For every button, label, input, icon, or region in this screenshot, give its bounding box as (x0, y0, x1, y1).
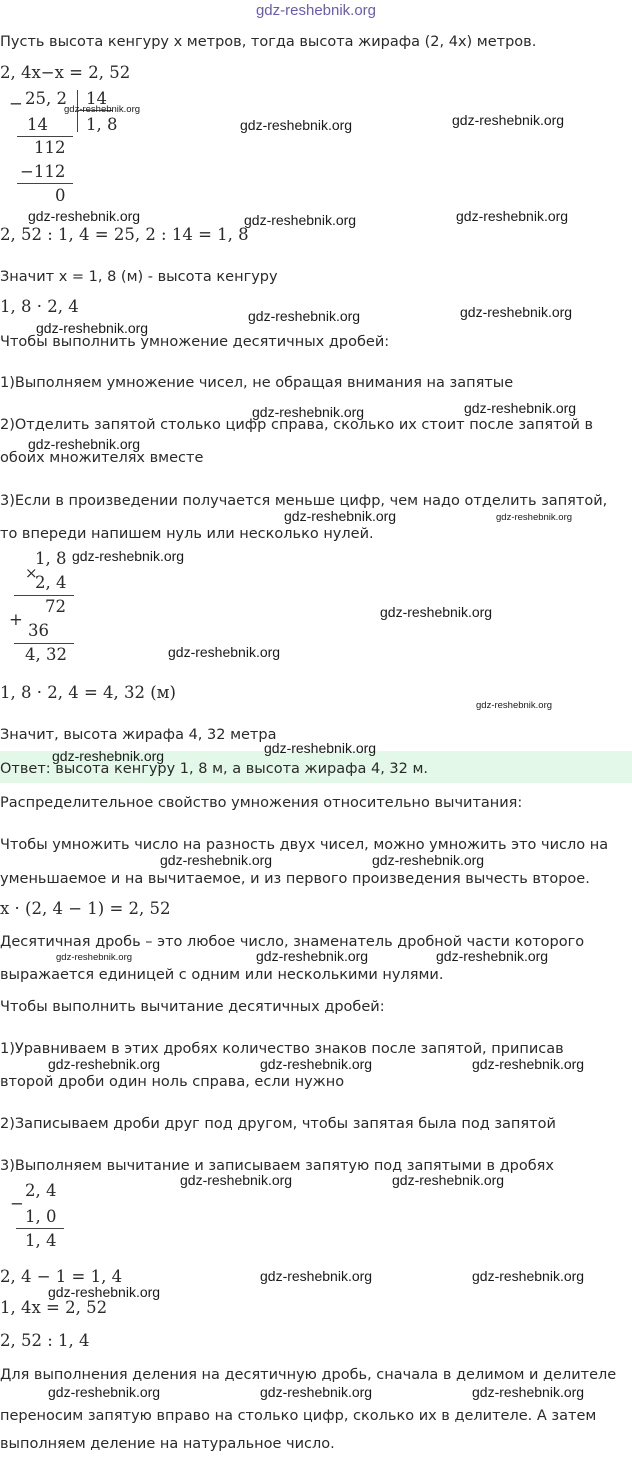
subtraction-result: 2, 4 − 1 = 1, 4 (0, 1267, 123, 1286)
decimal-definition-a: Десятичная дробь – это любое число, знаменатель дробной части которого (0, 934, 585, 950)
division-result: 2, 52 : 1, 4 = 25, 2 : 14 = 1, 8 (0, 225, 249, 244)
sub-bottom-number: 1, 0 (25, 1207, 57, 1226)
rule-divide-a: Для выполнения деления на десятичную дробь, сначала в делимом и делителе (0, 1367, 617, 1383)
decimal-definition-b: выражается единицей с одним или несколькими нулями. (0, 967, 444, 983)
watermark: gdz-reshebnik.org (476, 700, 553, 711)
mult-plus-sign: + (9, 610, 23, 629)
watermark: gdz-reshebnik.org (472, 1268, 585, 1284)
watermark: gdz-reshebnik.org (28, 208, 141, 224)
rule-subtract-step3: 3)Выполняем вычитание и записываем запятую под запятыми в дробях (0, 1158, 554, 1174)
rule-multiply-heading: Чтобы выполнить умножение десятичных дробей: (0, 334, 390, 350)
watermark: gdz-reshebnik.org (48, 1284, 161, 1300)
rule-subtract-step1b: второй дроби один ноль справа, если нужно (0, 1074, 345, 1090)
mult-partial-2: 36 (28, 621, 49, 640)
rule-multiply-step3a: 3)Если в произведении получается меньше цифр, чем надо отделить запятой, (0, 493, 608, 509)
watermark: gdz-reshebnik.org (48, 1384, 161, 1400)
intro-text: Пусть высота кенгуру x метров, тогда высота жирафа (2, 4x) метров. (0, 34, 537, 50)
division-expression: 2, 52 : 1, 4 (0, 1331, 90, 1350)
site-header-link[interactable]: gdz-reshebnik.org (255, 2, 377, 19)
watermark: gdz-reshebnik.org (252, 404, 365, 420)
sub-line (16, 1228, 64, 1229)
kangaroo-height-text: Значит x = 1, 8 (м) - высота кенгуру (0, 269, 278, 285)
watermark: gdz-reshebnik.org (460, 304, 573, 320)
equation-main: 2, 4x−x = 2, 52 (0, 63, 131, 82)
watermark: gdz-reshebnik.org (168, 644, 281, 660)
watermark: gdz-reshebnik.org (436, 948, 549, 964)
mult-partial-1: 72 (45, 597, 66, 616)
watermark: gdz-reshebnik.org (472, 1056, 585, 1072)
watermark: gdz-reshebnik.org (244, 212, 357, 228)
watermark: gdz-reshebnik.org (284, 508, 397, 524)
watermark: gdz-reshebnik.org (180, 1172, 293, 1188)
watermark: gdz-reshebnik.org (260, 1056, 373, 1072)
sub-top-number: 2, 4 (25, 1181, 57, 1200)
mult-line-1 (14, 595, 74, 596)
watermark: gdz-reshebnik.org (452, 112, 565, 128)
rule-multiply-step2a: 2)Отделить запятой столько цифр справа, сколько их стоит после запятой в (0, 417, 594, 433)
division-remainder-2: 0 (55, 186, 66, 205)
watermark: gdz-reshebnik.org (160, 852, 273, 868)
division-subtrahend: 14 (27, 115, 48, 134)
giraffe-computation: 1, 8 · 2, 4 = 4, 32 (м) (0, 683, 176, 702)
giraffe-height-text: Значит, высота жирафа 4, 32 метра (0, 727, 277, 743)
rule-multiply-step3b: то впереди напишем нуль или несколько нулей. (0, 526, 374, 542)
division-line-2 (17, 183, 73, 184)
watermark: gdz-reshebnik.org (72, 548, 185, 564)
rule-divide-b: переносим запятую вправо на столько цифр, сколько их в делителе. А затем (0, 1408, 597, 1424)
watermark: gdz-reshebnik.org (240, 117, 353, 133)
watermark: gdz-reshebnik.org (64, 104, 141, 115)
watermark: gdz-reshebnik.org (264, 740, 377, 756)
rule-subtract-step2: 2)Записываем дроби друг под другом, чтобы запятая была под запятой (0, 1116, 556, 1132)
distributive-rule-b: уменьшаемое и на вычитаемое, и из первого произведения вычесть второе. (0, 871, 590, 887)
watermark: gdz-reshebnik.org (464, 400, 577, 416)
watermark: gdz-reshebnik.org (260, 1384, 373, 1400)
mult-top-number: 1, 8 (35, 549, 67, 568)
watermark: gdz-reshebnik.org (372, 852, 485, 868)
mult-times-sign: × (25, 564, 38, 582)
division-subtrahend-2: −112 (20, 162, 66, 181)
division-minus-sign: − (9, 94, 23, 113)
rule-multiply-step1: 1)Выполняем умножение чисел, не обращая внимания на запятые (0, 375, 514, 391)
multiplication-expression: 1, 8 · 2, 4 (0, 297, 79, 316)
watermark: gdz-reshebnik.org (496, 512, 573, 523)
sub-result: 1, 4 (25, 1231, 57, 1250)
mult-bottom-number: 2, 4 (35, 573, 67, 592)
watermark: gdz-reshebnik.org (36, 320, 149, 336)
watermark: gdz-reshebnik.org (28, 436, 141, 452)
distributive-rule-a: Чтобы умножить число на разность двух чисел, можно умножить это число на (0, 837, 609, 853)
watermark: gdz-reshebnik.org (456, 208, 569, 224)
rule-subtract-heading: Чтобы выполнить вычитание десятичных дробей: (0, 999, 385, 1015)
watermark: gdz-reshebnik.org (256, 948, 369, 964)
watermark: gdz-reshebnik.org (392, 1172, 505, 1188)
sub-minus-sign: − (10, 1194, 24, 1213)
rule-subtract-step1a: 1)Уравниваем в этих дробях количество знаков после запятой, приписав (0, 1041, 564, 1057)
watermark: gdz-reshebnik.org (48, 1056, 161, 1072)
rule-divide-c: выполняем деление на натуральное число. (0, 1436, 335, 1452)
answer-text: Ответ: высота кенгуру 1, 8 м, а высота жирафа 4, 32 м. (0, 761, 429, 777)
distributive-heading: Распределительное свойство умножения относительно вычитания: (0, 795, 523, 811)
watermark: gdz-reshebnik.org (380, 604, 493, 620)
division-quotient: 1, 8 (86, 115, 118, 134)
division-remainder-1: 112 (34, 138, 66, 157)
rule-multiply-step2b: обоих множителях вместе (0, 450, 204, 466)
mult-result: 4, 32 (25, 645, 67, 664)
division-dividend: 25, 2 (25, 89, 67, 108)
division-divisor: 14 (86, 89, 107, 108)
distributive-equation: x · (2, 4 − 1) = 2, 52 (0, 899, 171, 918)
division-line-1 (17, 136, 73, 137)
watermark: gdz-reshebnik.org (56, 952, 133, 963)
watermark: gdz-reshebnik.org (260, 1268, 373, 1284)
mult-line-2 (14, 643, 74, 644)
simplified-equation: 1, 4x = 2, 52 (0, 1298, 108, 1317)
watermark: gdz-reshebnik.org (248, 308, 361, 324)
watermark: gdz-reshebnik.org (472, 1384, 585, 1400)
watermark: gdz-reshebnik.org (52, 748, 165, 764)
